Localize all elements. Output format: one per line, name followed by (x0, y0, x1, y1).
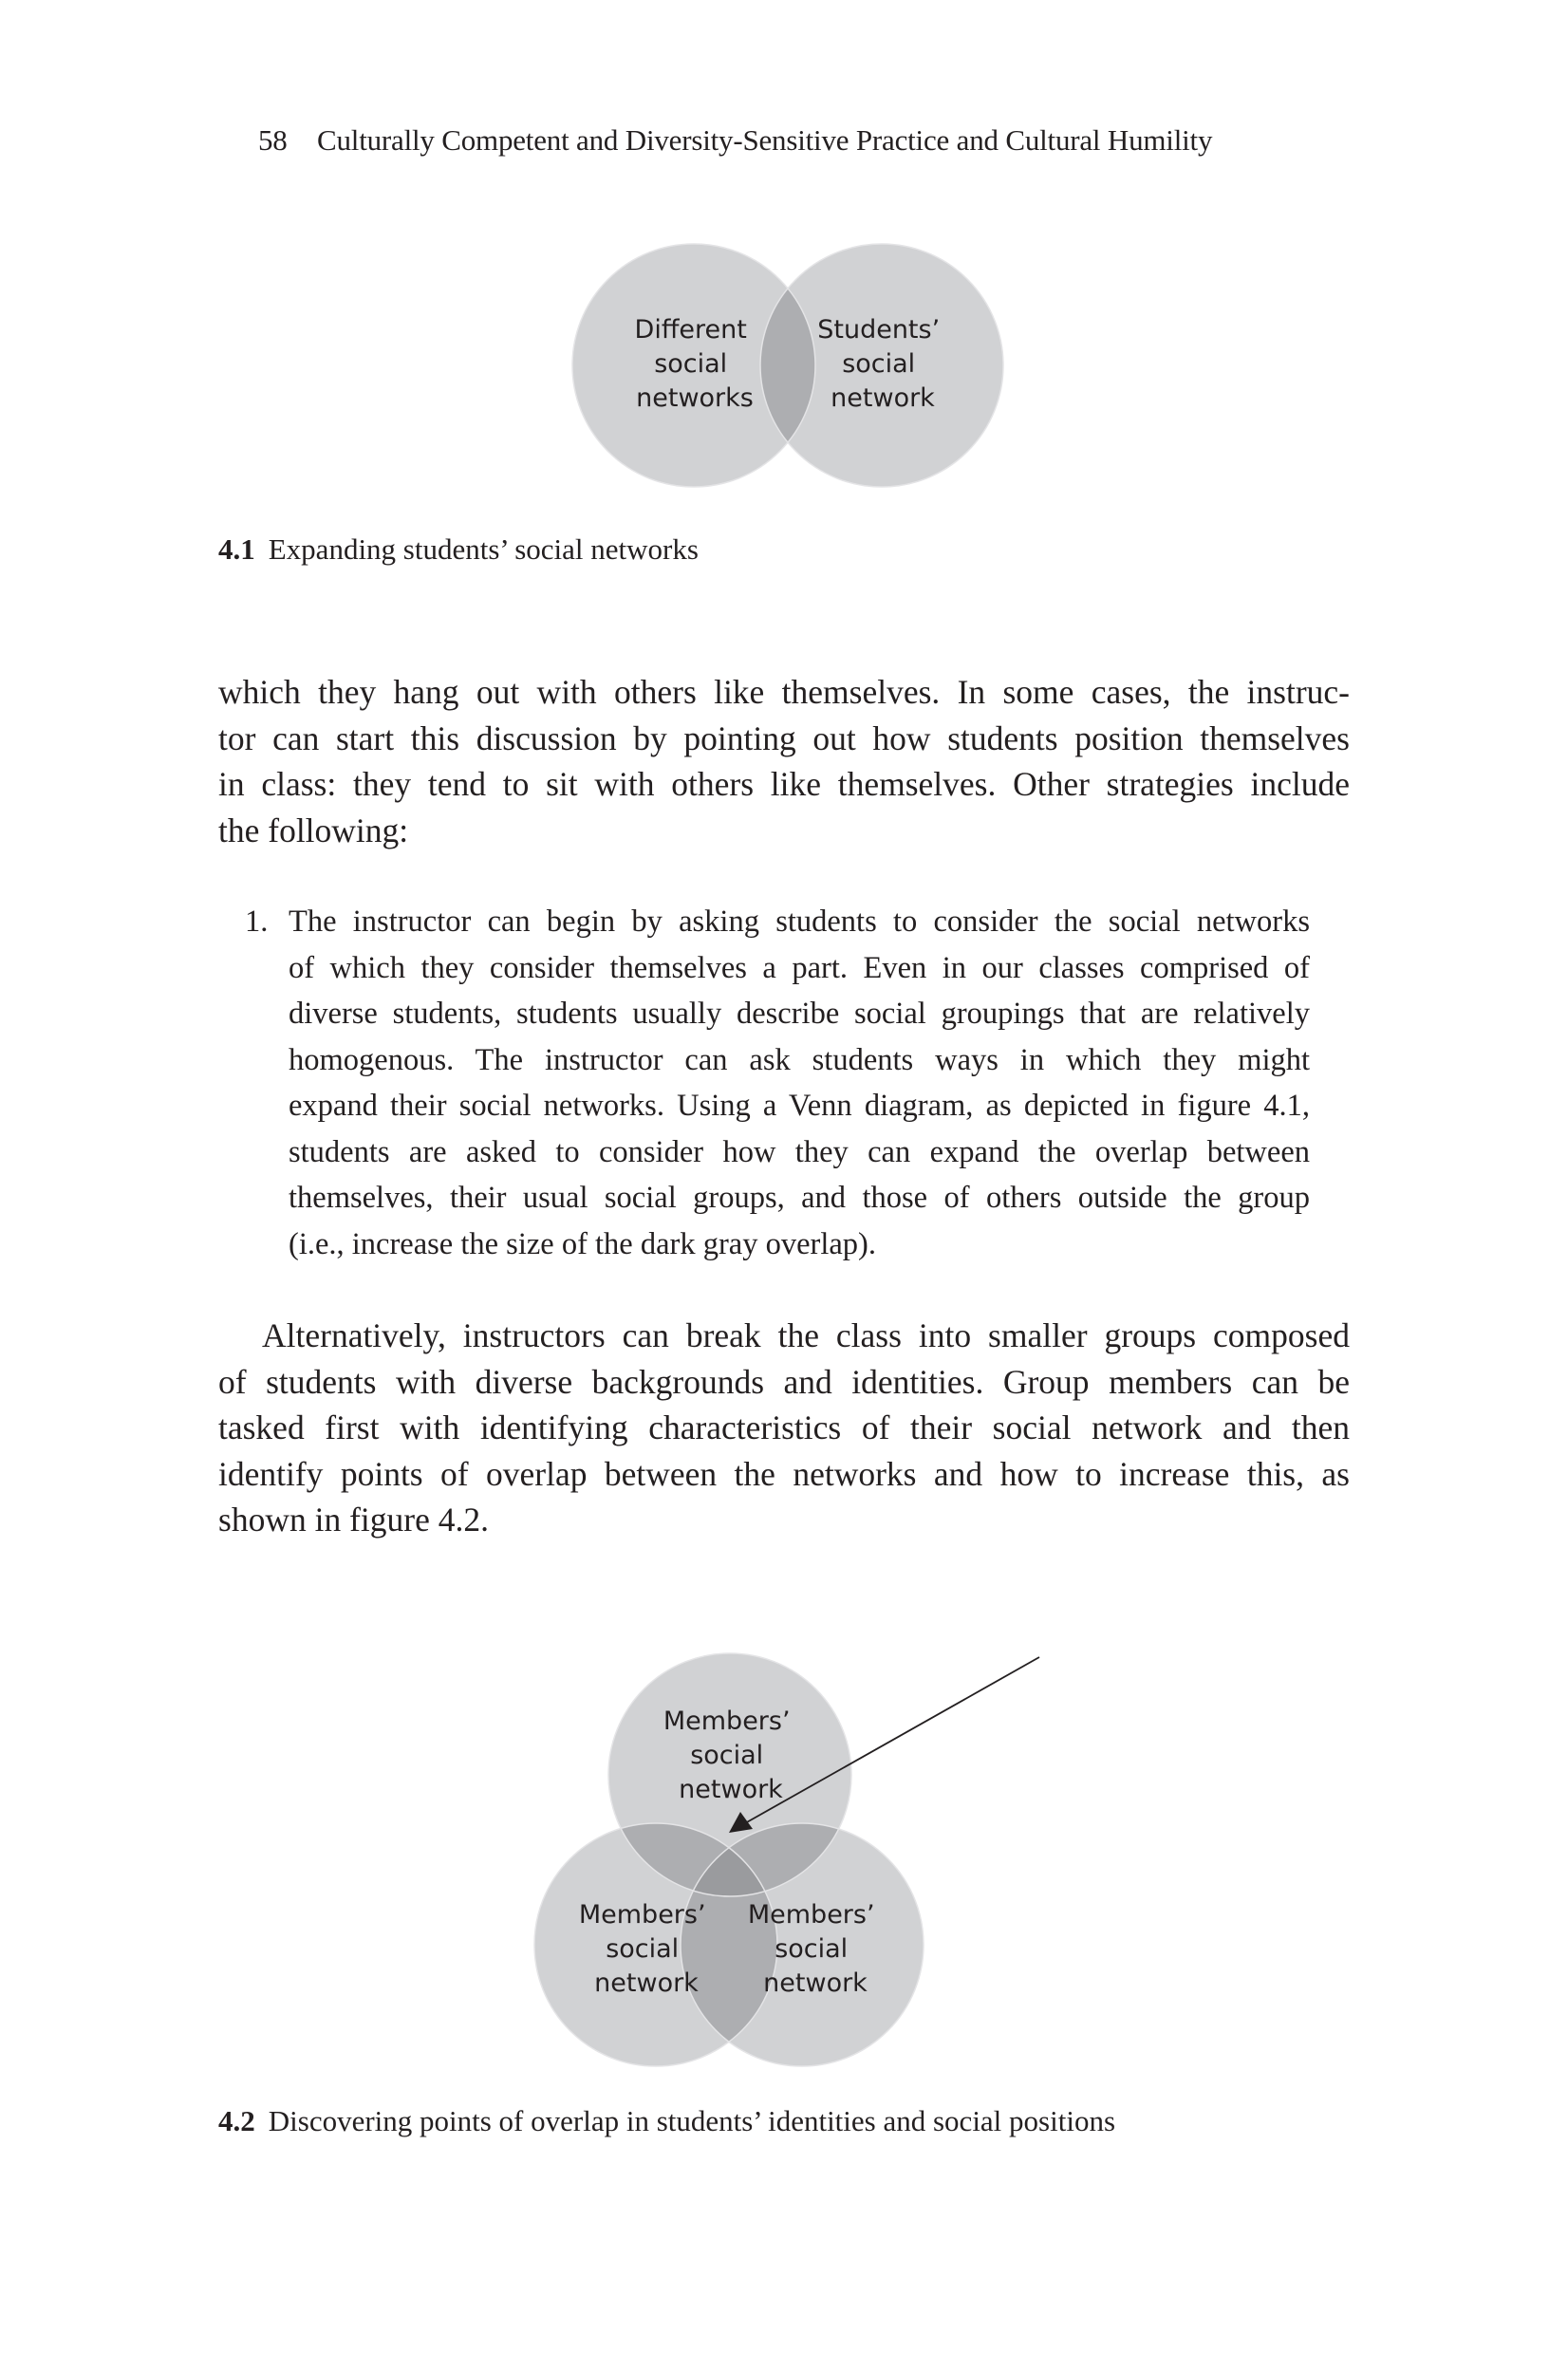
text-line: tasked first with identifying characteristics of their social network and then (218, 1408, 1350, 1446)
venn-label-right: Students’ social network (817, 315, 941, 413)
venn-label-top: Members’ social network (663, 1707, 791, 1804)
text-line: homogenous. The instructor can ask students ways in which they might (289, 1042, 1310, 1077)
text-line: in class: they tend to sit with others like themselves. Other strategies include (218, 765, 1350, 803)
text-line: of students with diverse backgrounds and identities. Group members can be (218, 1362, 1350, 1401)
figure-4-1-caption (218, 531, 699, 569)
figure-4-1-venn-diagram (551, 228, 1025, 503)
list-item (245, 899, 1310, 1267)
figure-number: 4.1 (218, 532, 255, 566)
text-line: (i.e., increase the size of the dark gray overlap). (289, 1226, 877, 1261)
list-item-body (289, 899, 1310, 1267)
list-item-number: 1. (245, 905, 269, 939)
numbered-list (245, 899, 1310, 1267)
venn-label-left: Different social networks (634, 315, 754, 413)
caption-text: Discovering points of overlap in students’ identities and social positions (268, 2104, 1116, 2137)
text-line: the following: (218, 811, 409, 849)
running-head (258, 121, 1212, 159)
text-line: which they hang out with others like themselves. In some cases, the instruc- (218, 673, 1350, 711)
text-line: of which they consider themselves a part. Even in our classes comprised of (289, 950, 1310, 985)
text-line: students are asked to consider how they can expand the overlap between (289, 1134, 1310, 1169)
figure-4-2-caption (218, 2102, 1115, 2140)
venn-label-left: Members’ social network (578, 1900, 706, 1998)
figure-4-2-venn-diagram (513, 1632, 1063, 2079)
text-line: themselves, their usual social groups, and those of others outside the group (289, 1181, 1310, 1215)
text-line: shown in figure 4.2. (218, 1501, 489, 1539)
caption-text: Expanding students’ social networks (268, 532, 699, 566)
body-paragraph (218, 1313, 1350, 1543)
venn-label-right: Members’ social network (747, 1900, 875, 1998)
page-number: 58 (258, 123, 288, 157)
body-paragraph (218, 669, 1350, 853)
text-line: tor can start this discussion by pointing out how students position themselves (218, 718, 1350, 757)
text-line: expand their social networks. Using a Venn diagram, as depicted in figure 4.1, (289, 1089, 1310, 1123)
text-line: The instructor can begin by asking students to consider the social networks (289, 905, 1310, 939)
text-line: Alternatively, instructors can break the class into smaller groups composed (262, 1316, 1350, 1354)
text-line: identify points of overlap between the networks and how to increase this, as (218, 1454, 1350, 1493)
text-line: diverse students, students usually describe social groupings that are relatively (289, 997, 1310, 1031)
figure-number: 4.2 (218, 2104, 255, 2137)
running-head-title: Culturally Competent and Diversity-Sensitive Practice and Cultural Humility (317, 123, 1213, 157)
